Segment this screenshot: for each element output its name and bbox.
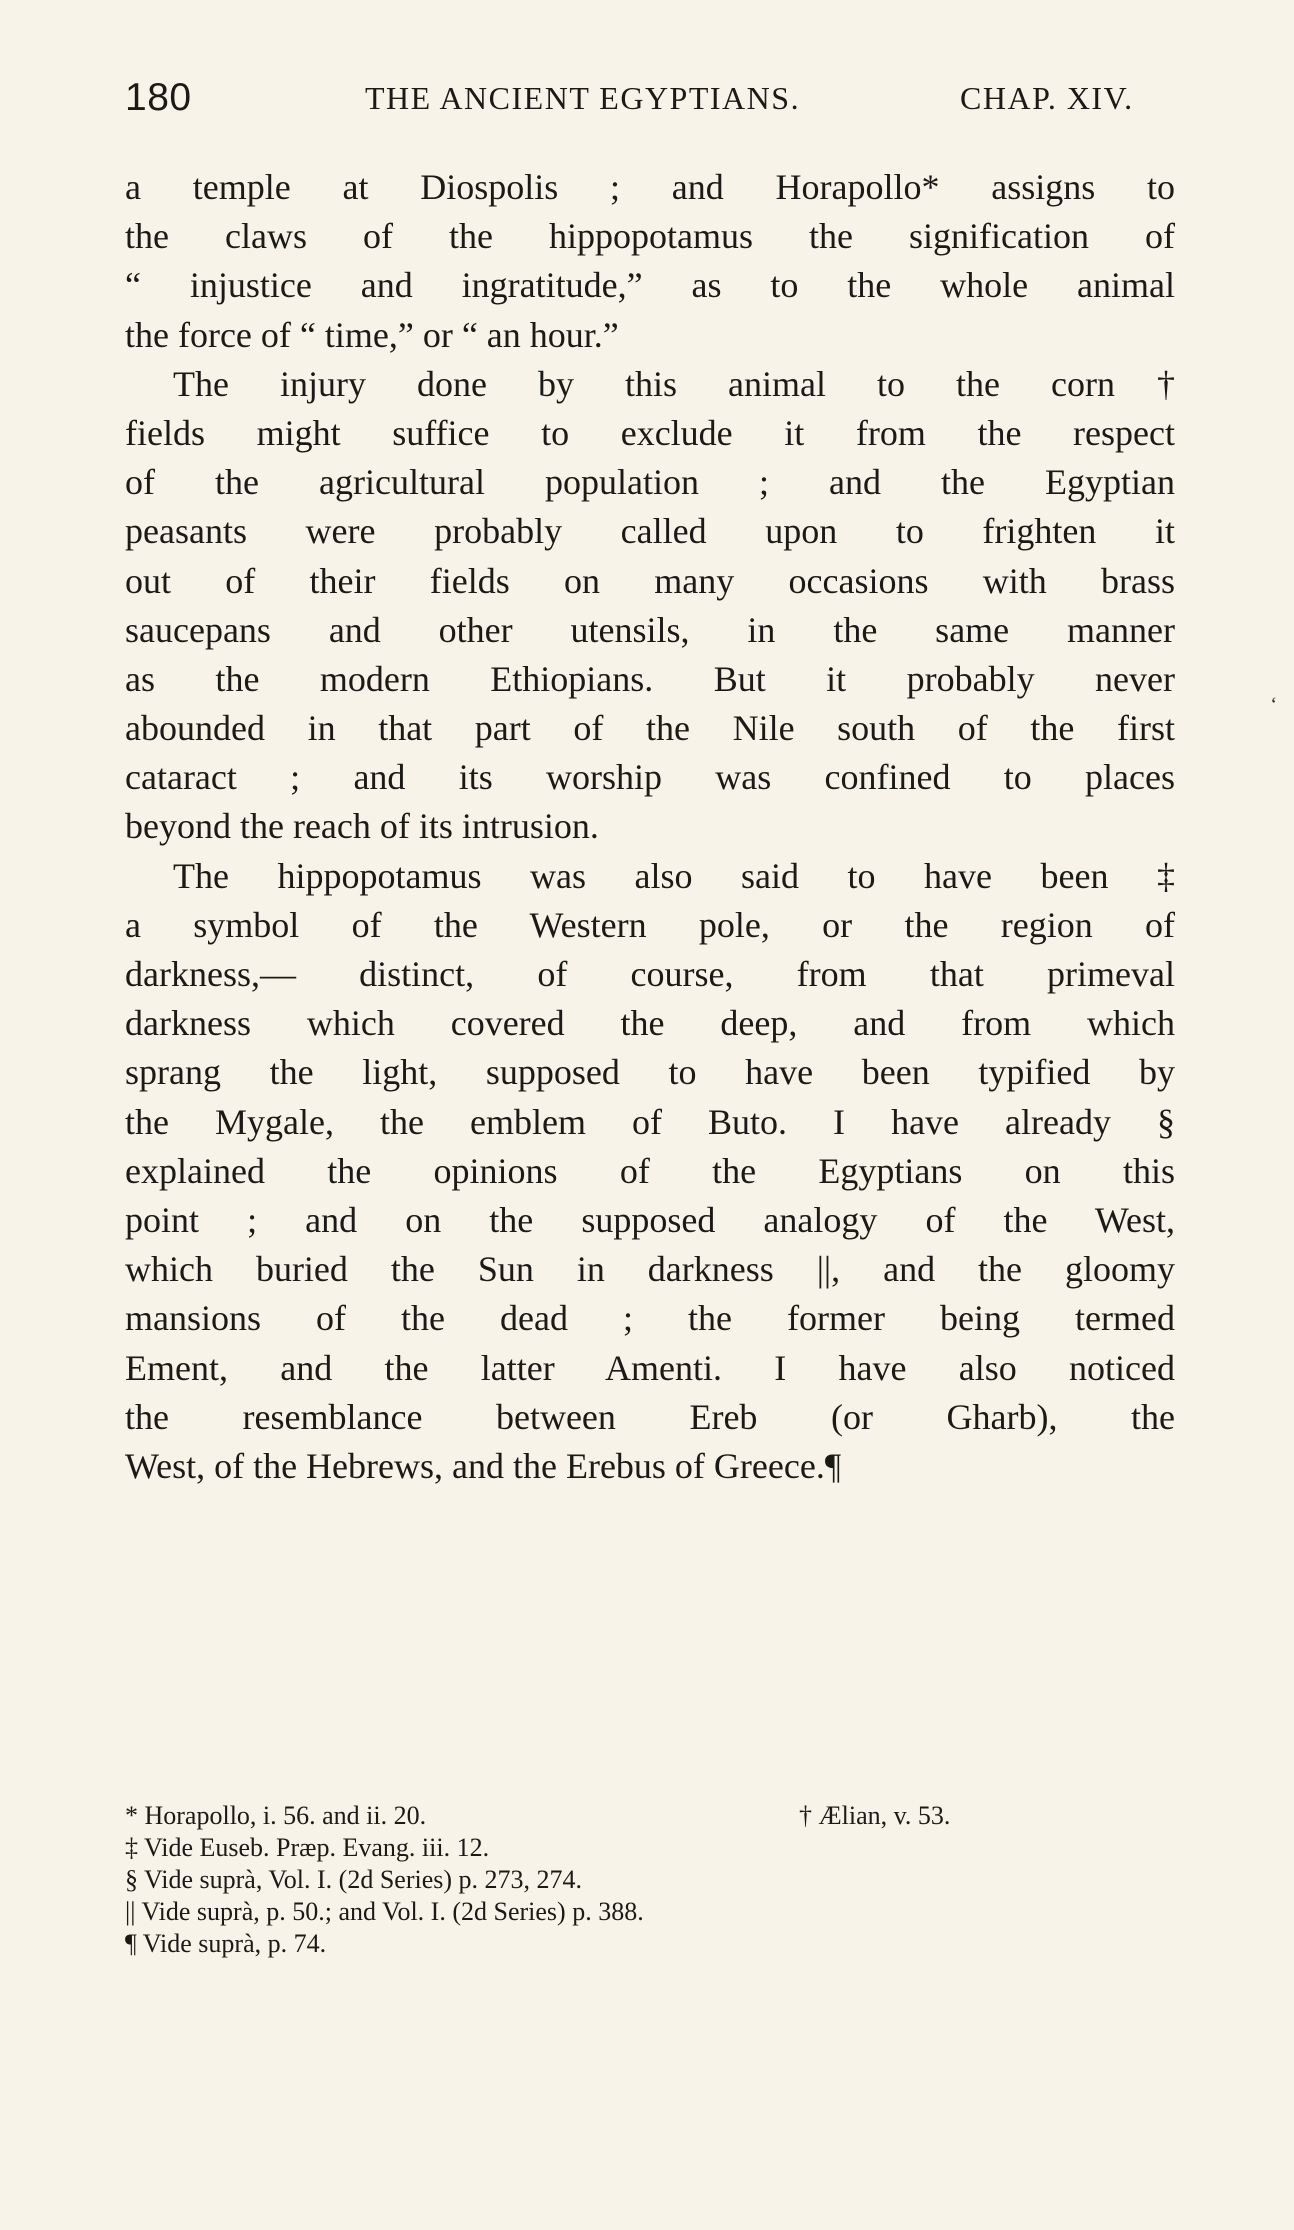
- footnote-line-1: [125, 1800, 1175, 1832]
- body-line-16: a symbol of the Western pole, or the region of: [125, 904, 1175, 945]
- body-line-25: Ement, and the latter Amenti. I have also noticed: [125, 1347, 1175, 1388]
- body-line-14: beyond the reach of its intrusion.: [125, 806, 599, 847]
- body-line-8: peasants were probably called upon to frighten it: [125, 511, 1175, 552]
- body-line-17: darkness,— distinct, of course, from that primeval: [125, 954, 1175, 994]
- footnote-vide-supra-p50: || Vide suprà, p. 50.; and Vol. I. (2d Series) p. 388.: [125, 1897, 644, 1926]
- footnote-vide-supra-p74: ¶ Vide suprà, p. 74.: [125, 1929, 327, 1958]
- footnotes: [125, 1800, 1175, 1960]
- footnote-horapollo: * Horapollo, i. 56. and ii. 20.: [125, 1801, 427, 1830]
- body-line-1: a temple at Diospolis ; and Horapollo* assigns to: [125, 167, 1175, 207]
- body-line-22: point ; and on the supposed analogy of the West,: [125, 1199, 1175, 1240]
- running-head-title: THE ANCIENT EGYPTIANS.: [365, 80, 801, 116]
- body-text: [125, 163, 1175, 1491]
- body-line-19: sprang the light, supposed to have been typified by: [125, 1052, 1175, 1093]
- body-line-10: saucepans and other utensils, in the same manner: [125, 609, 1175, 650]
- body-line-5: The injury done by this animal to the corn†: [173, 363, 1175, 404]
- body-line-6: fields might suffice to exclude it from the respect: [125, 412, 1175, 453]
- body-line-13: cataract ; and its worship was confined to places: [125, 757, 1175, 798]
- margin-mark: ‘: [1270, 694, 1277, 716]
- body-line-2: the claws of the hippopotamus the signification of: [125, 216, 1175, 257]
- body-line-26: the resemblance between Ereb (or Gharb), the: [125, 1396, 1175, 1437]
- body-line-20: the Mygale, the emblem of Buto. I have already §: [125, 1101, 1175, 1142]
- page-number: 180: [125, 76, 192, 119]
- body-line-23: which buried the Sun in darkness ||, and the gloomy: [125, 1249, 1175, 1290]
- body-line-18: darkness which covered the deep, and from which: [125, 1003, 1175, 1044]
- body-line-24: mansions of the dead ; the former being termed: [125, 1298, 1175, 1339]
- body-line-3: “ injustice and ingratitude,” as to the whole animal: [125, 265, 1175, 306]
- body-line-15: The hippopotamus was also said to have been ‡: [173, 855, 1175, 896]
- page-header: [125, 76, 1175, 136]
- footnote-aelian: † Ælian, v. 53.: [799, 1801, 951, 1830]
- chapter-label: CHAP. XIV.: [960, 80, 1134, 116]
- body-line-11: as the modern Ethiopians. But it probably never: [125, 658, 1175, 699]
- footnote-euseb: ‡ Vide Euseb. Præp. Evang. iii. 12.: [125, 1833, 490, 1862]
- body-line-21: explained the opinions of the Egyptians on this: [125, 1150, 1175, 1191]
- body-line-4: the force of “ time,” or “ an hour.”: [125, 314, 619, 355]
- body-line-9: out of their fields on many occasions with brass: [125, 560, 1175, 601]
- body-line-12: abounded in that part of the Nile south of the first: [125, 708, 1175, 749]
- footnote-vide-supra-vol1: § Vide suprà, Vol. I. (2d Series) p. 273, 274.: [125, 1865, 583, 1894]
- body-line-7: of the agricultural population ; and the Egyptian: [125, 462, 1175, 503]
- body-line-27: West, of the Hebrews, and the Erebus of Greece.¶: [125, 1445, 842, 1486]
